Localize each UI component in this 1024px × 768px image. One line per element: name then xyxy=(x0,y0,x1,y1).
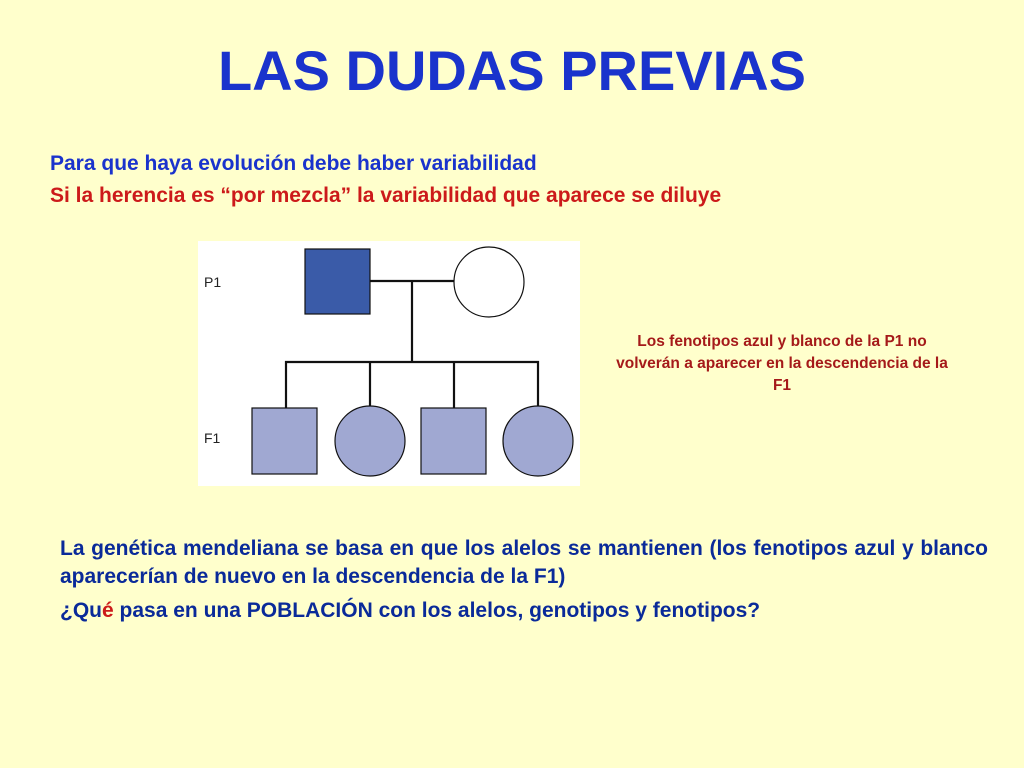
pedigree-svg xyxy=(198,241,580,486)
population-question xyxy=(60,597,988,625)
question-rest: pasa en una POBLACIÓN con los alelos, genotipos y fenotipos? xyxy=(113,599,761,622)
f1-female-circle-1 xyxy=(335,406,405,476)
p1-female-circle xyxy=(454,247,524,317)
label-p1: P1 xyxy=(204,274,222,290)
f1-female-circle-2 xyxy=(503,406,573,476)
pedigree-diagram xyxy=(198,241,580,486)
intro-line-variability: Para que haya evolución debe haber variabilidad xyxy=(50,152,537,175)
slide-title: LAS DUDAS PREVIAS xyxy=(217,39,807,102)
f1-male-square-1 xyxy=(252,408,317,474)
mendelian-paragraph: La genética mendeliana se basa en que los alelos se mantienen (los fenotipos azul y blanco aparecerían de nuevo en la descendencia de la F1) xyxy=(60,537,988,588)
question-accent: é xyxy=(102,599,114,622)
p1-male-square xyxy=(305,249,370,314)
f1-male-square-2 xyxy=(421,408,486,474)
label-f1: F1 xyxy=(204,430,221,446)
question-prefix: ¿Qu xyxy=(60,599,102,622)
side-note: Los fenotipos azul y blanco de la P1 no volverán a aparecer en la descendencia de la F1 xyxy=(616,333,948,394)
intro-line-blending: Si la herencia es “por mezcla” la variabilidad que aparece se diluye xyxy=(50,184,722,207)
